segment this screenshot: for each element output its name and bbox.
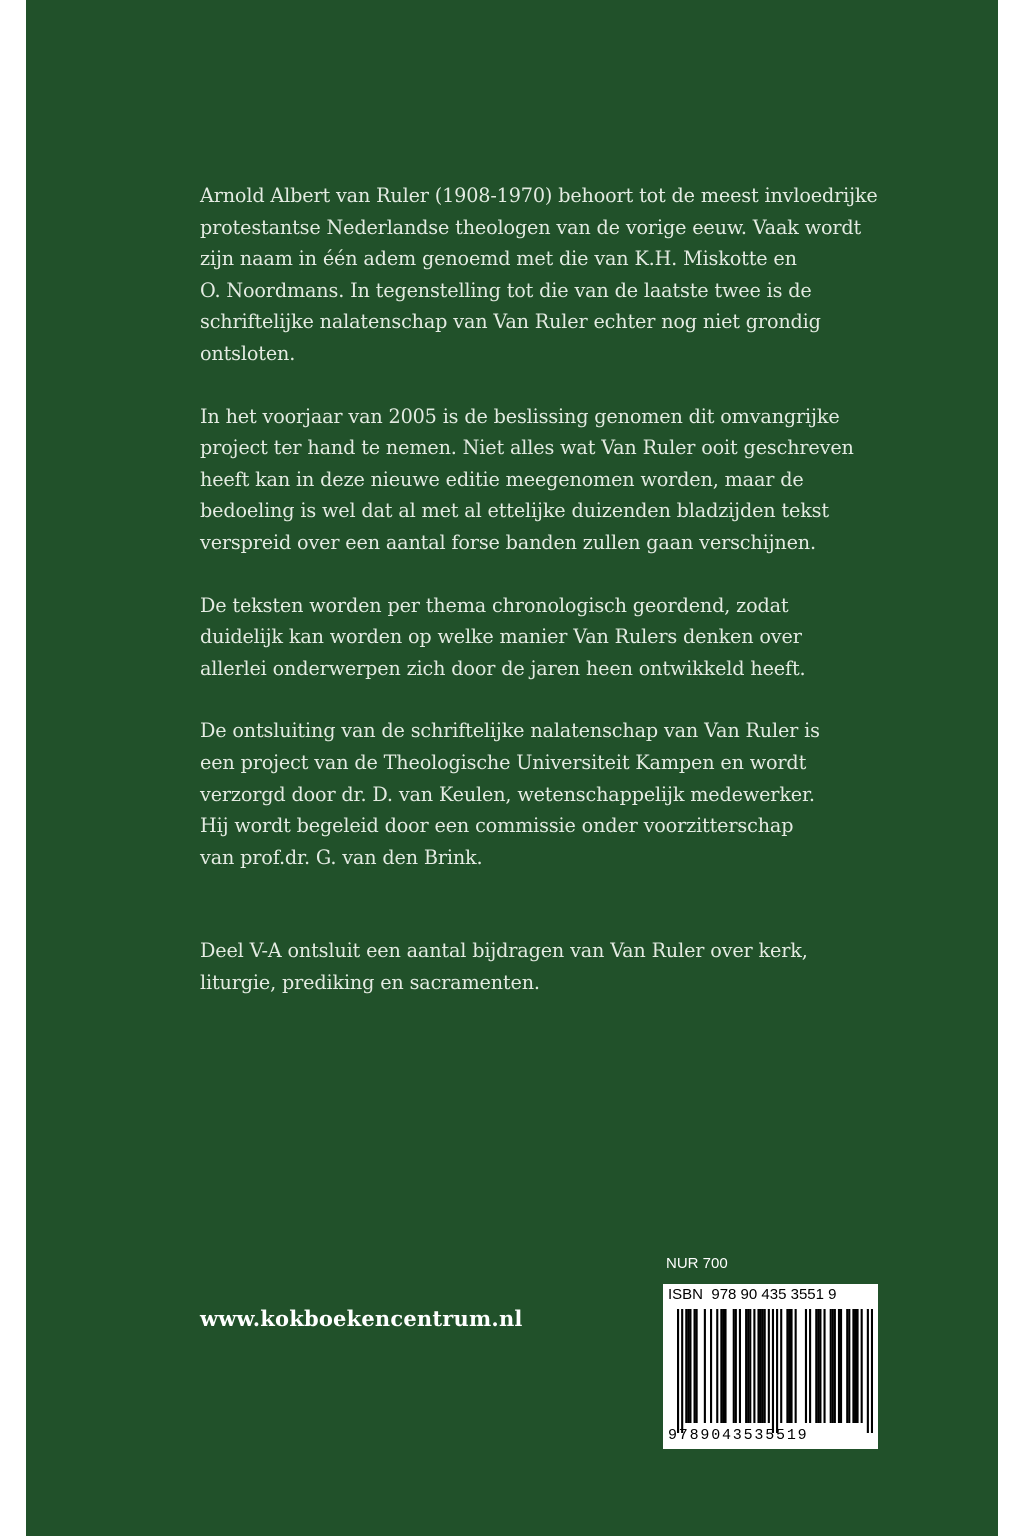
blurb-line: verzorgd door dr. D. van Keulen, wetenschappelijk medewerker. (200, 782, 815, 806)
barcode-bar (832, 1309, 834, 1423)
barcode-bar (795, 1309, 797, 1423)
barcode-bar (867, 1309, 869, 1433)
nur-code: NUR 700 (666, 1255, 728, 1272)
barcode-bar (830, 1309, 832, 1423)
barcode-bar (733, 1309, 735, 1423)
blurb-line: bedoeling is wel dat al met al ettelijke duizenden bladzijden tekst (200, 499, 829, 523)
blurb-line: De ontsluiting van de schriftelijke nalatenschap van Van Ruler is (200, 719, 820, 743)
barcode-bar (685, 1309, 687, 1423)
barcode-bar (677, 1309, 679, 1433)
barcode-bar (786, 1309, 788, 1423)
barcode-bar (687, 1309, 689, 1423)
barcode-bar (838, 1309, 840, 1423)
blurb-line: een project van de Theologische Universiteit Kampen en wordt (200, 750, 807, 774)
blurb-line: ontsloten. (200, 341, 296, 365)
barcode-bar (716, 1309, 718, 1423)
barcode-bar (757, 1309, 759, 1423)
barcode-bar (749, 1309, 751, 1423)
blurb-line: liturgie, prediking en sacramenten. (200, 970, 540, 994)
barcode-bar (722, 1309, 724, 1423)
barcode-bar (745, 1309, 747, 1423)
blurb-paragraph (200, 401, 854, 559)
barcode-bar (790, 1309, 792, 1423)
blurb-paragraph (200, 590, 840, 685)
barcode-bar (819, 1309, 821, 1423)
barcode-bar (735, 1309, 737, 1423)
blurb-line: project ter hand te nemen. Niet alles wat Van Ruler ooit geschreven (200, 436, 854, 460)
barcode-bar (834, 1309, 836, 1423)
publisher-website[interactable]: www.kokboekencentrum.nl (200, 1306, 523, 1331)
barcode-bar (689, 1309, 691, 1423)
barcode-bar (780, 1309, 782, 1423)
barcode-bar (694, 1309, 696, 1423)
blurb-line: schriftelijke nalatenschap van Van Ruler echter nog niet grondig (200, 310, 821, 334)
isbn-text (668, 1286, 836, 1303)
barcode-bar (852, 1309, 854, 1423)
barcode-bars (677, 1309, 873, 1433)
blurb-line: In het voorjaar van 2005 is de beslissing genomen dit omvangrijke (200, 404, 840, 428)
barcode-bar (815, 1309, 817, 1423)
blurb-paragraph (200, 935, 840, 998)
barcode-bar (720, 1309, 722, 1423)
isbn-barcode (663, 1284, 878, 1449)
barcode-bar (762, 1309, 764, 1423)
barcode-bar (840, 1309, 842, 1423)
barcode-bar (848, 1309, 850, 1423)
barcode-bar (704, 1309, 706, 1423)
blurb-paragraph (200, 180, 878, 370)
blurb-line: verspreid over een aantal forse banden zullen gaan verschijnen. (200, 530, 816, 554)
blurb-line: allerlei onderwerpen zich door de jaren heen ontwikkeld heeft. (200, 656, 806, 680)
barcode-bar (861, 1309, 863, 1423)
barcode-bar (846, 1309, 848, 1423)
barcode-bar (764, 1309, 766, 1423)
barcode-bar (871, 1309, 873, 1433)
barcode-bar (724, 1309, 726, 1423)
isbn-label: ISBN (668, 1286, 704, 1303)
barcode-bar (696, 1309, 698, 1423)
blurb-line: O. Noordmans. In tegenstelling tot die van de laatste twee is de (200, 278, 812, 302)
blurb-line: van prof.dr. G. van den Brink. (200, 845, 483, 869)
blurb-line: zijn naam in één adem genoemd met die van K.H. Miskotte en (200, 247, 797, 271)
barcode-bar (760, 1309, 762, 1423)
blurb-line: heeft kan in deze nieuwe editie meegenomen worden, maar de (200, 467, 804, 491)
blurb-text (200, 180, 878, 1029)
barcode-bar (854, 1309, 856, 1423)
blurb-line: De teksten worden per thema chronologisch geordend, zodat (200, 593, 789, 617)
barcode-bar (710, 1309, 712, 1423)
barcode-bar (788, 1309, 790, 1423)
barcode-bar (753, 1309, 755, 1423)
barcode-bar (747, 1309, 749, 1423)
blurb-line: Arnold Albert van Ruler (1908-1970) behoort tot de meest invloedrijke (200, 184, 878, 207)
barcode-bar (681, 1309, 683, 1433)
blurb-line: Hij wordt begeleid door een commissie onder voorzitterschap (200, 814, 794, 838)
barcode-bar (817, 1309, 819, 1423)
barcode-bar (776, 1309, 778, 1433)
isbn-number: 978 90 435 3551 9 (711, 1286, 837, 1303)
barcode-bar (856, 1309, 858, 1423)
blurb-paragraph (200, 715, 840, 873)
barcode-bar (739, 1309, 741, 1423)
blurb-line: duidelijk kan worden op welke manier Van Rulers denken over (200, 625, 802, 649)
barcode-bar (809, 1309, 811, 1423)
blurb-line: Deel V-A ontsluit een aantal bijdragen van Van Ruler over kerk, (200, 939, 808, 963)
blurb-line: protestantse Nederlandse theologen van de vorige eeuw. Vaak wordt (200, 215, 862, 239)
ean-digits: 9789043535519 (668, 1427, 809, 1444)
barcode-bar (823, 1309, 825, 1423)
barcode-bar (772, 1309, 774, 1433)
barcode-bar (768, 1309, 770, 1423)
barcode-bar (805, 1309, 807, 1423)
